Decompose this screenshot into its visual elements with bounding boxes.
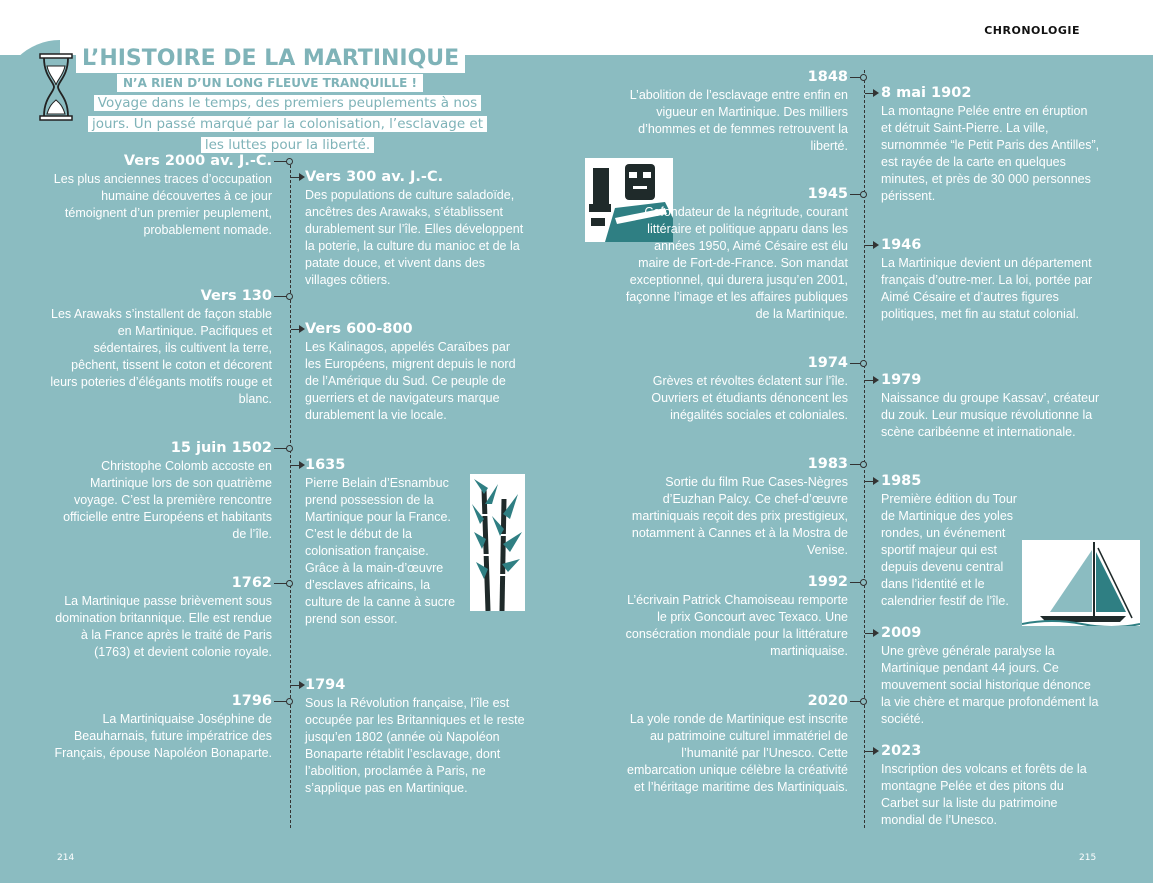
timeline-entry <box>881 236 1101 323</box>
entry-year: 1985 <box>881 473 922 489</box>
entry-year: 15 juin 1502 <box>170 440 272 456</box>
timeline-entry <box>881 472 1021 610</box>
entry-year: 1946 <box>881 237 922 253</box>
page-number-left: 214 <box>57 853 75 863</box>
connector-dot <box>860 461 867 468</box>
entry-text: L’abolition de l’esclavage entre enfin en vigueur en Martinique. Des milliers d’hommes et de femmes retrouvent la liberté. <box>629 88 848 153</box>
arrow-icon <box>873 477 879 485</box>
connector-dot <box>286 580 293 587</box>
entry-year: 1848 <box>807 69 848 85</box>
timeline-entry <box>620 354 848 424</box>
entry-text: La Martinique passe brièvement sous domination britannique. Elle est rendue à la France après le traité de Paris (1763) et devient colonie royale. <box>55 594 272 659</box>
entry-year: 1794 <box>305 677 346 693</box>
entry-year: 2020 <box>807 693 848 709</box>
timeline-entry <box>305 320 527 424</box>
timeline-entry <box>305 676 527 797</box>
entry-text: Christophe Colomb accoste en Martinique lors de son quatrième voyage. C’est la première rencontre officielle entre Européens et habitants de l’île. <box>63 459 272 541</box>
intro-text: Voyage dans le temps, des premiers peuplements à nos jours. Un passé marqué par la colonisation, l’esclavage et les luttes pour la liberté. <box>80 92 495 155</box>
page-number-right: 215 <box>1079 853 1097 863</box>
entry-year: 1974 <box>807 355 848 371</box>
connector-dot <box>860 698 867 705</box>
timeline-entry <box>881 742 1101 829</box>
entry-year: 1762 <box>231 575 272 591</box>
timeline-entry <box>50 287 272 408</box>
entry-text: Cofondateur de la négritude, courant littéraire et politique apparu dans les années 1950, Aimé Césaire est élu maire de Fort-de-France. Son mandat exceptionnel, qui durera jusqu’en 2001, façonne l’image et les affaires publiques de la Martinique. <box>625 205 848 321</box>
timeline-entry <box>305 168 527 289</box>
entry-text: La yole ronde de Martinique est inscrite au patrimoine culturel immatériel de l’humanité par l’Unesco. Cette embarcation unique célèbre la créativité et l’héritage maritime des Martiniquais. <box>627 712 848 794</box>
entry-year: 2023 <box>881 743 922 759</box>
connector-dot <box>286 698 293 705</box>
entry-year: 1635 <box>305 457 346 473</box>
connector-dot <box>860 191 867 198</box>
arrow-icon <box>873 376 879 384</box>
entry-year: 8 mai 1902 <box>881 85 972 101</box>
timeline-entry <box>50 439 272 543</box>
connector-dot <box>860 360 867 367</box>
entry-text: Première édition du Tour de Martinique des yoles rondes, un événement sportif majeur qui est depuis devenu central dans l’identité et le calendrier festif de l’île. <box>881 492 1017 608</box>
timeline-line-right <box>864 70 865 828</box>
connector-dot <box>860 579 867 586</box>
connector-dot <box>286 158 293 165</box>
entry-year: Vers 600-800 <box>305 321 413 337</box>
timeline-entry <box>881 84 1101 205</box>
timeline-entry <box>50 692 272 762</box>
entry-year: Vers 130 <box>200 288 272 304</box>
entry-text: Sortie du film Rue Cases-Nègres d’Euzhan Palcy. Ce chef-d’œuvre martiniquais reçoit des prix prestigieux, notamment à Cannes et à la Mostra de Venise. <box>631 475 848 557</box>
entry-text: La Martiniquaise Joséphine de Beauharnais, future impératrice des Français, épouse Napoléon Bonaparte. <box>54 712 272 760</box>
timeline-entry <box>620 573 848 660</box>
entry-text: Des populations de culture saladoïde, ancêtres des Arawaks, s’établissent durablement sur l’île. Elles développent la poterie, la culture du manioc et de la patate douce, et vivent dans des villages côtiers. <box>305 188 524 287</box>
entry-text: L’écrivain Patrick Chamoiseau remporte le prix Goncourt avec Texaco. Une consécration mondiale pour la littérature martiniquaise. <box>625 593 848 658</box>
timeline-entry <box>620 68 848 155</box>
entry-year: Vers 2000 av. J.-C. <box>123 153 272 169</box>
entry-text: Grèves et révoltes éclatent sur l’île. Ouvriers et étudiants dénoncent les inégalités sociales et coloniales. <box>651 374 848 422</box>
connector-dot <box>860 74 867 81</box>
timeline-entry <box>50 574 272 661</box>
timeline-entry <box>305 456 465 628</box>
entry-year: 1796 <box>231 693 272 709</box>
entry-year: 2009 <box>881 625 922 641</box>
entry-text: Les Kalinagos, appelés Caraïbes par les Européens, migrent depuis le nord de l’Amérique du Sud. Ce peuple de guerriers et de navigateurs marque durablement la vie locale. <box>305 340 516 422</box>
entry-year: 1983 <box>807 456 848 472</box>
entry-text: Inscription des volcans et forêts de la montagne Pelée et des pitons du Carbet sur la liste du patrimoine mondial de l’Unesco. <box>881 762 1087 827</box>
entry-text: Les plus anciennes traces d’occupation humaine découvertes à ce jour témoignent d’un premier peuplement, probablement nomade. <box>53 172 272 237</box>
page-title: L’HISTOIRE DE LA MARTINIQUE <box>76 45 465 73</box>
timeline-entry <box>620 185 848 323</box>
connector-dot <box>286 445 293 452</box>
arrow-icon <box>873 747 879 755</box>
timeline-entry <box>881 371 1101 441</box>
connector-dot <box>286 293 293 300</box>
entry-text: Sous la Révolution française, l’île est occupée par les Britanniques et le reste jusqu’en 1802 (année où Napoléon Bonaparte rétablit l’esclavage, dont l’abolition, proclamée à Paris, ne s’applique pas en Martinique. <box>305 696 525 795</box>
timeline-entry <box>50 152 272 239</box>
entry-year: Vers 300 av. J.-C. <box>305 169 444 185</box>
timeline-entry <box>620 455 848 559</box>
entry-text: Une grève générale paralyse la Martinique pendant 44 jours. Ce mouvement social historique dénonce la vie chère et marque profondément la société. <box>881 644 1099 726</box>
hourglass-icon <box>38 52 74 122</box>
section-label: CHRONOLOGIE <box>984 24 1080 37</box>
arrow-icon <box>873 89 879 97</box>
yole-boat-illustration <box>1022 540 1140 626</box>
timeline-entry <box>881 624 1101 728</box>
sugarcane-illustration <box>470 474 525 611</box>
entry-text: Pierre Belain d’Esnambuc prend possession de la Martinique pour la France. C’est le début de la colonisation française. Grâce à la main-d’œuvre d’esclaves africains, la culture de la canne à sucre prend son essor. <box>305 476 456 626</box>
entry-text: La montagne Pelée entre en éruption et détruit Saint-Pierre. La ville, surnommée “le Petit Paris des Antilles”, est rayée de la carte en quelques minutes, et près de 30 000 personnes périssent. <box>881 104 1100 203</box>
entry-year: 1945 <box>807 186 848 202</box>
entry-year: 1992 <box>807 574 848 590</box>
arrow-icon <box>873 241 879 249</box>
entry-year: 1979 <box>881 372 922 388</box>
entry-text: La Martinique devient un département français d’outre-mer. La loi, portée par Aimé Césaire et d’autres figures politiques, met fin au statut colonial. <box>881 256 1093 321</box>
entry-text: Les Arawaks s’installent de façon stable en Martinique. Pacifiques et sédentaires, ils cultivent la terre, pêchent, tissent le coton et décorent leurs poteries d’élégants motifs rouge et blanc. <box>50 307 272 406</box>
timeline-entry <box>620 692 848 796</box>
arrow-icon <box>873 629 879 637</box>
entry-text: Naissance du groupe Kassav’, créateur du zouk. Leur musique révolutionne la scène caribéenne et internationale. <box>881 391 1100 439</box>
timeline-line-left <box>290 160 291 828</box>
page-subtitle: N’A RIEN D’UN LONG FLEUVE TRANQUILLE ! <box>117 74 423 92</box>
